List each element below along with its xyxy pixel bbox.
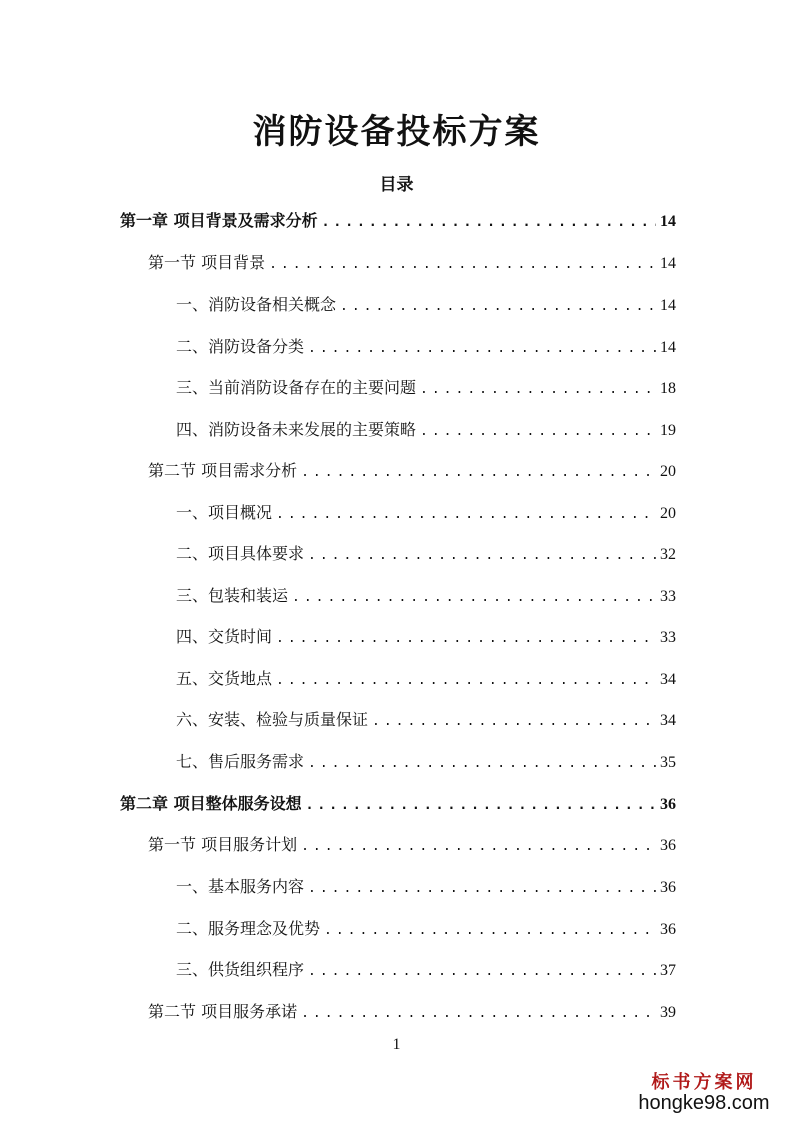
toc-leader-dots bbox=[301, 458, 656, 488]
toc-entry-item[interactable] bbox=[176, 581, 676, 611]
toc-entry-label: 二、消防设备分类 bbox=[176, 337, 305, 356]
toc-entry-page: 33 bbox=[660, 629, 676, 646]
toc-entry-label: 二、服务理念及优势 bbox=[176, 919, 321, 938]
toc-entry-label: 三、当前消防设备存在的主要问题 bbox=[176, 378, 417, 397]
toc-entry-page: 36 bbox=[660, 837, 676, 854]
toc-leader-dots bbox=[306, 791, 656, 821]
toc-entry-page: 37 bbox=[660, 962, 676, 979]
toc-entry-page: 39 bbox=[660, 1004, 676, 1021]
toc-leader-dots bbox=[322, 208, 656, 238]
toc-leader-dots bbox=[372, 707, 656, 737]
toc-leader-dots bbox=[301, 832, 656, 862]
toc-entry-page: 36 bbox=[660, 879, 676, 896]
toc-entry-section[interactable] bbox=[148, 830, 676, 860]
toc-entry-item[interactable] bbox=[176, 747, 676, 777]
toc-entry-item[interactable] bbox=[176, 373, 676, 403]
toc-entry-page: 33 bbox=[660, 588, 676, 605]
toc-entry-page: 20 bbox=[660, 505, 676, 522]
toc-heading: 目录 bbox=[379, 175, 414, 195]
toc-entry-page: 36 bbox=[660, 796, 676, 813]
toc-leader-dots bbox=[308, 334, 656, 364]
toc-entry-page: 34 bbox=[660, 712, 676, 729]
toc-entry-page: 35 bbox=[660, 754, 676, 771]
toc-leader-dots bbox=[324, 916, 656, 946]
toc-entry-page: 18 bbox=[660, 380, 676, 397]
toc-entry-item[interactable] bbox=[176, 705, 676, 735]
toc-leader-dots bbox=[308, 749, 656, 779]
toc-entry-item[interactable] bbox=[176, 955, 676, 985]
toc-entry-page: 14 bbox=[660, 297, 676, 314]
toc-entry-section[interactable] bbox=[148, 997, 676, 1027]
toc-entry-item[interactable] bbox=[176, 539, 676, 569]
toc-entry-page: 34 bbox=[660, 671, 676, 688]
toc-leader-dots bbox=[340, 292, 656, 322]
toc-entry-page: 36 bbox=[660, 921, 676, 938]
toc-entry-label: 二、项目具体要求 bbox=[176, 544, 305, 563]
toc-entry-page: 14 bbox=[660, 213, 676, 230]
toc-entry-label: 第二章 项目整体服务设想 bbox=[120, 794, 302, 813]
toc-entry-label: 三、包装和装运 bbox=[176, 586, 289, 605]
toc-leader-dots bbox=[420, 417, 656, 447]
toc-entry-label: 三、供货组织程序 bbox=[176, 960, 305, 979]
toc-entry-section[interactable] bbox=[148, 248, 676, 278]
toc-leader-dots bbox=[301, 999, 656, 1029]
toc-entry-item[interactable] bbox=[176, 872, 676, 902]
toc-entry-page: 20 bbox=[660, 463, 676, 480]
toc-entry-item[interactable] bbox=[176, 415, 676, 445]
toc-leader-dots bbox=[308, 957, 656, 987]
toc-entry-label: 第一节 项目服务计划 bbox=[148, 835, 298, 854]
toc-entry-label: 一、消防设备相关概念 bbox=[176, 295, 337, 314]
watermark-logo bbox=[629, 1068, 779, 1115]
toc-entry-item[interactable] bbox=[176, 664, 676, 694]
toc-leader-dots bbox=[420, 375, 656, 405]
toc-entry-label: 四、交货时间 bbox=[176, 627, 273, 646]
toc-entry-section[interactable] bbox=[148, 456, 676, 486]
toc-entry-label: 一、项目概况 bbox=[176, 503, 273, 522]
toc-entry-label: 第一节 项目背景 bbox=[148, 253, 266, 272]
toc-entry-chapter-1[interactable] bbox=[120, 206, 676, 236]
document-title: 消防设备投标方案 bbox=[252, 112, 541, 152]
toc-entry-chapter-2[interactable] bbox=[120, 789, 676, 819]
watermark-name: 标书方案网 bbox=[651, 1072, 757, 1093]
toc-entry-label: 五、交货地点 bbox=[176, 669, 273, 688]
toc-entry-item[interactable] bbox=[176, 290, 676, 320]
toc-leader-dots bbox=[292, 583, 656, 613]
toc-entry-page: 14 bbox=[660, 339, 676, 356]
toc-entry-label: 一、基本服务内容 bbox=[176, 877, 305, 896]
toc-leader-dots bbox=[308, 541, 656, 571]
toc-leader-dots bbox=[276, 500, 656, 530]
toc-entry-item[interactable] bbox=[176, 622, 676, 652]
toc-leader-dots bbox=[276, 666, 656, 696]
watermark-url: hongke98.com bbox=[638, 1092, 770, 1114]
toc-entry-item[interactable] bbox=[176, 498, 676, 528]
page-number: 1 bbox=[392, 1036, 401, 1053]
toc-entry-label: 第二节 项目服务承诺 bbox=[148, 1002, 298, 1021]
toc-entry-label: 第二节 项目需求分析 bbox=[148, 461, 298, 480]
toc-entry-item[interactable] bbox=[176, 914, 676, 944]
toc-leader-dots bbox=[269, 250, 656, 280]
toc-entry-label: 四、消防设备未来发展的主要策略 bbox=[176, 420, 417, 439]
toc-leader-dots bbox=[308, 874, 656, 904]
toc-entry-page: 14 bbox=[660, 255, 676, 272]
toc-entry-label: 第一章 项目背景及需求分析 bbox=[120, 211, 318, 230]
toc-entry-page: 32 bbox=[660, 546, 676, 563]
toc-entry-item[interactable] bbox=[176, 332, 676, 362]
toc-entry-label: 六、安装、检验与质量保证 bbox=[176, 710, 369, 729]
toc-entry-page: 19 bbox=[660, 422, 676, 439]
toc-leader-dots bbox=[276, 624, 656, 654]
toc-entry-label: 七、售后服务需求 bbox=[176, 752, 305, 771]
